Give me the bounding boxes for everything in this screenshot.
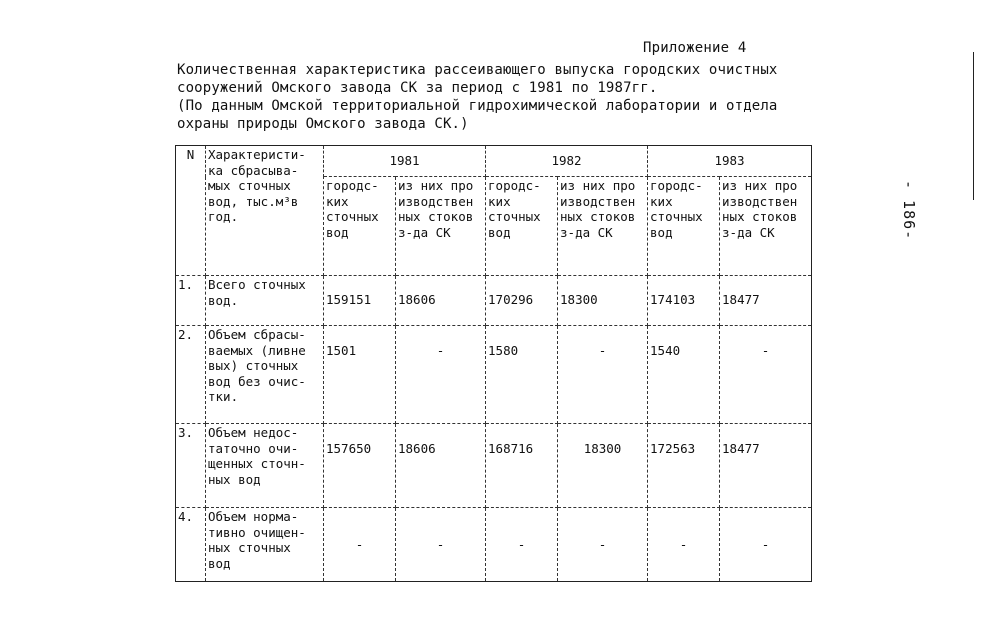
value-cell: - bbox=[648, 508, 720, 582]
row-number: 2. bbox=[176, 326, 206, 424]
value-cell: 168716 bbox=[486, 424, 558, 508]
value-cell: 18300 bbox=[558, 276, 648, 326]
table-row bbox=[176, 326, 812, 424]
row-label-text: таточно очи- bbox=[208, 440, 299, 456]
header-text: городс- bbox=[326, 178, 379, 193]
header-text: городс- bbox=[650, 178, 703, 193]
heading-line: (По данным Омской территориальной гидрохимической лаборатории и отдела bbox=[177, 98, 778, 114]
row-label-text: Всего сточных bbox=[208, 277, 306, 292]
value-cell: - bbox=[396, 326, 486, 424]
header-text: год. bbox=[208, 209, 239, 224]
value-cell: 172563 bbox=[648, 424, 720, 508]
value-cell: 159151 bbox=[324, 276, 396, 326]
header-text: Характеристи- bbox=[208, 147, 306, 162]
value-cell: - bbox=[720, 326, 812, 424]
value-cell: 170296 bbox=[486, 276, 558, 326]
row-label bbox=[206, 424, 324, 508]
value-cell: 1540 bbox=[648, 326, 720, 424]
header-n: N bbox=[176, 146, 206, 276]
header-text: вод, тыс.м³в bbox=[208, 193, 299, 209]
wastewater-table bbox=[175, 145, 812, 582]
row-label-text: вод bbox=[208, 555, 231, 571]
heading-line: Количественная характеристика рассеивающего выпуска городских очистных bbox=[177, 62, 778, 78]
header-text: ка сбрасыва- bbox=[208, 162, 299, 178]
row-number: 4. bbox=[176, 508, 206, 582]
table-row bbox=[176, 424, 812, 508]
row-number: 1. bbox=[176, 276, 206, 326]
header-year-1981: 1981 bbox=[324, 146, 486, 177]
header-text: сточных bbox=[488, 209, 541, 224]
value-cell: - bbox=[396, 508, 486, 582]
row-label-text: вод. bbox=[208, 292, 239, 308]
header-text: сточных bbox=[650, 209, 703, 224]
subheader-industrial bbox=[396, 177, 486, 276]
header-text: из них про bbox=[722, 178, 798, 193]
subheader-industrial bbox=[558, 177, 648, 276]
header-text: ких bbox=[488, 193, 511, 209]
row-label-text: тки. bbox=[208, 389, 239, 404]
heading-line: сооружений Омского завода СК за период с 1981 по 1987гг. bbox=[177, 80, 658, 96]
margin-rule bbox=[973, 52, 974, 200]
value-cell: - bbox=[486, 508, 558, 582]
row-label bbox=[206, 276, 324, 326]
appendix-label: Приложение 4 bbox=[643, 40, 747, 56]
header-text: ных стоков bbox=[398, 209, 474, 224]
row-label-text: ных вод bbox=[208, 471, 261, 487]
value-cell: 157650 bbox=[324, 424, 396, 508]
value-cell: - bbox=[720, 508, 812, 582]
header-text: ных стоков bbox=[722, 209, 798, 224]
row-label-text: тивно очищен- bbox=[208, 524, 306, 540]
header-text: из них про bbox=[398, 178, 474, 193]
value-cell: 18477 bbox=[720, 276, 812, 326]
header-year-1982: 1982 bbox=[486, 146, 648, 177]
row-label-text: Объем сбрасы- bbox=[208, 327, 306, 342]
header-row-years bbox=[176, 146, 812, 177]
header-text: мых сточных bbox=[208, 178, 291, 193]
row-label-text: Объем недос- bbox=[208, 425, 299, 440]
header-text: сточных bbox=[326, 209, 379, 224]
header-text: з-да СК bbox=[398, 224, 451, 240]
subheader-city bbox=[324, 177, 396, 276]
header-text: з-да СК bbox=[560, 224, 613, 240]
row-number: 3. bbox=[176, 424, 206, 508]
value-cell: 174103 bbox=[648, 276, 720, 326]
subheader-city bbox=[486, 177, 558, 276]
value-cell: 18300 bbox=[558, 424, 648, 508]
header-text: ких bbox=[650, 193, 673, 209]
row-label bbox=[206, 326, 324, 424]
header-text: городс- bbox=[488, 178, 541, 193]
header-text: изводствен bbox=[398, 193, 474, 209]
row-label-text: щенных сточн- bbox=[208, 456, 306, 471]
header-text: вод bbox=[326, 224, 349, 240]
row-label bbox=[206, 508, 324, 582]
heading-line: охраны природы Омского завода СК.) bbox=[177, 116, 469, 132]
row-label-text: вых) сточных bbox=[208, 358, 299, 373]
value-cell: - bbox=[324, 508, 396, 582]
value-cell: 1580 bbox=[486, 326, 558, 424]
page-number: - 186- bbox=[900, 180, 918, 241]
header-characteristic bbox=[206, 146, 324, 276]
row-label-text: Объем норма- bbox=[208, 509, 299, 524]
document-heading bbox=[177, 61, 817, 133]
value-cell: - bbox=[558, 326, 648, 424]
value-cell: 18477 bbox=[720, 424, 812, 508]
value-cell: 18606 bbox=[396, 424, 486, 508]
row-label-text: ваемых (ливне bbox=[208, 342, 306, 358]
header-text: изводствен bbox=[722, 193, 798, 209]
header-text: изводствен bbox=[560, 193, 636, 209]
header-text: из них про bbox=[560, 178, 636, 193]
header-text: ких bbox=[326, 193, 349, 209]
subheader-city bbox=[648, 177, 720, 276]
subheader-industrial bbox=[720, 177, 812, 276]
value-cell: - bbox=[558, 508, 648, 582]
header-text: з-да СК bbox=[722, 224, 775, 240]
value-cell: 1501 bbox=[324, 326, 396, 424]
header-text: ных стоков bbox=[560, 209, 636, 224]
row-label-text: вод без очис- bbox=[208, 373, 306, 389]
header-year-1983: 1983 bbox=[648, 146, 812, 177]
table-row bbox=[176, 508, 812, 582]
value-cell: 18606 bbox=[396, 276, 486, 326]
row-label-text: ных сточных bbox=[208, 540, 291, 555]
header-text: вод bbox=[650, 224, 673, 240]
table-row bbox=[176, 276, 812, 326]
header-text: вод bbox=[488, 224, 511, 240]
